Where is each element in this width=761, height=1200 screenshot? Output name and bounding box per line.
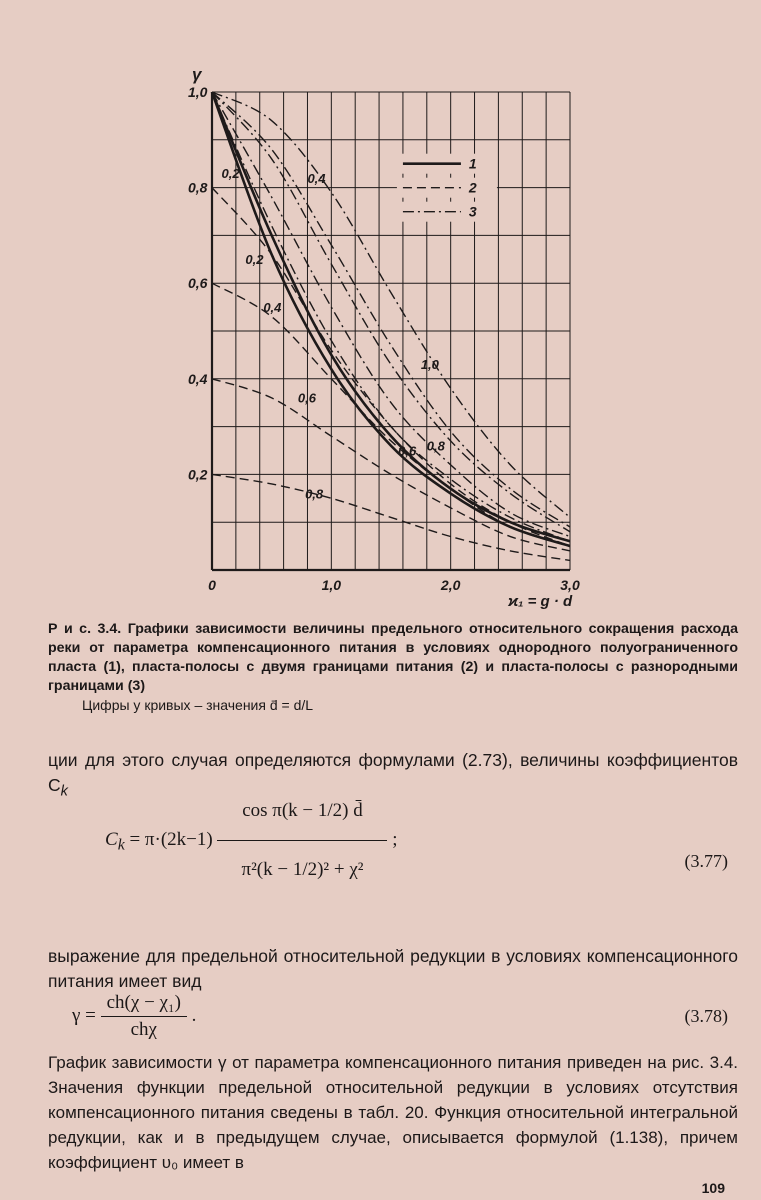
formula-3-78 bbox=[72, 992, 196, 1041]
x-tick-label: 3,0 bbox=[560, 577, 580, 593]
curve-label: 0,2 bbox=[221, 166, 240, 182]
curve-label: 0,4 bbox=[263, 299, 282, 315]
curve-label: 0,4 bbox=[307, 170, 326, 186]
y-tick-label: 0,8 bbox=[188, 179, 208, 196]
y-tick-label: 0,6 bbox=[188, 275, 208, 292]
curve-label: 0,2 bbox=[245, 252, 264, 268]
paragraph-2: выражение для предельной относительной редукции в условиях компенсационного питания имеет вид bbox=[48, 946, 738, 991]
curve-label: 0,6 bbox=[398, 443, 417, 459]
y-tick-label: 0,4 bbox=[188, 370, 208, 387]
paragraph-1 bbox=[48, 748, 738, 805]
formula-1-lhs: C bbox=[105, 828, 118, 850]
curve-6 bbox=[212, 474, 570, 560]
formula-2-numerator: ch(χ − χ₁) bbox=[101, 992, 187, 1017]
formula-1-prefix: = π·(2k−1) bbox=[129, 828, 213, 850]
formula-2-denominator: chχ bbox=[130, 1019, 157, 1040]
curve-label: 0,8 bbox=[305, 486, 324, 502]
equation-number-3-77: (3.77) bbox=[684, 851, 728, 871]
x-axis-label: ϰ₁ = g · d bbox=[508, 593, 573, 610]
legend-label-2: 2 bbox=[468, 179, 477, 196]
curve-1 bbox=[212, 92, 570, 546]
formula-3-77 bbox=[105, 800, 398, 881]
x-tick-label: 0 bbox=[208, 577, 216, 593]
curve-label: 1,0 bbox=[420, 357, 439, 373]
formula-2-lhs: γ = bbox=[72, 1004, 101, 1026]
page-number: 109 bbox=[701, 1180, 725, 1196]
y-tick-label: 0,2 bbox=[188, 466, 208, 483]
curve-label: 0,8 bbox=[426, 438, 445, 454]
chart-labels bbox=[188, 65, 580, 610]
figure-caption bbox=[48, 620, 738, 715]
caption-text: Графики зависимости величины предельного относительного сокращения расхода реки от параметра компенсационного питания в условиях однородного полуограниченного пласта (1), пласта-полосы с двумя границами питания (2) и пласта-полосы с разнородными границами (3) bbox=[48, 621, 738, 694]
y-tick-label: 1,0 bbox=[188, 84, 208, 100]
formula-1-lhs-sub: k bbox=[117, 836, 125, 854]
x-tick-label: 2,0 bbox=[440, 577, 461, 593]
curve-4 bbox=[212, 283, 570, 546]
legend-label-1: 1 bbox=[468, 155, 477, 172]
y-axis-label: γ bbox=[192, 65, 202, 84]
caption-note: Цифры у кривых – значения d̄ = d/L bbox=[82, 697, 314, 713]
formula-1-denominator: π²(k − 1/2)² + χ² bbox=[241, 859, 364, 880]
paragraph-3: График зависимости γ от параметра компенсационного питания приведен на рис. 3.4. Значения функции предельной относительной редукции в условиях отсутствия компенсационного питания сведены в табл. 20. Функция относительной интегральной редукции, как и в предыдущем случае, описывается формулой (1.138), причем коэффициент υ₀ имеет в bbox=[48, 1053, 738, 1172]
paragraph-1-sub: k bbox=[60, 783, 68, 800]
chart-curves bbox=[212, 92, 570, 560]
chart-legend bbox=[397, 154, 497, 222]
caption-prefix: Р и с. 3.4. bbox=[48, 621, 122, 637]
paragraph-1-text: ции для этого случая определяются формулами (2.73), величины коэффициентов C bbox=[48, 750, 738, 795]
formula-1-numerator: cos π(k − 1/2) d̄ bbox=[217, 800, 387, 841]
curve-label: 0,6 bbox=[297, 390, 316, 406]
legend-label-3: 3 bbox=[468, 203, 477, 220]
formula-2-tail: . bbox=[191, 1004, 197, 1026]
x-tick-label: 1,0 bbox=[321, 577, 342, 593]
equation-number-3-78: (3.78) bbox=[684, 1006, 728, 1026]
formula-1-tail: ; bbox=[392, 828, 398, 850]
